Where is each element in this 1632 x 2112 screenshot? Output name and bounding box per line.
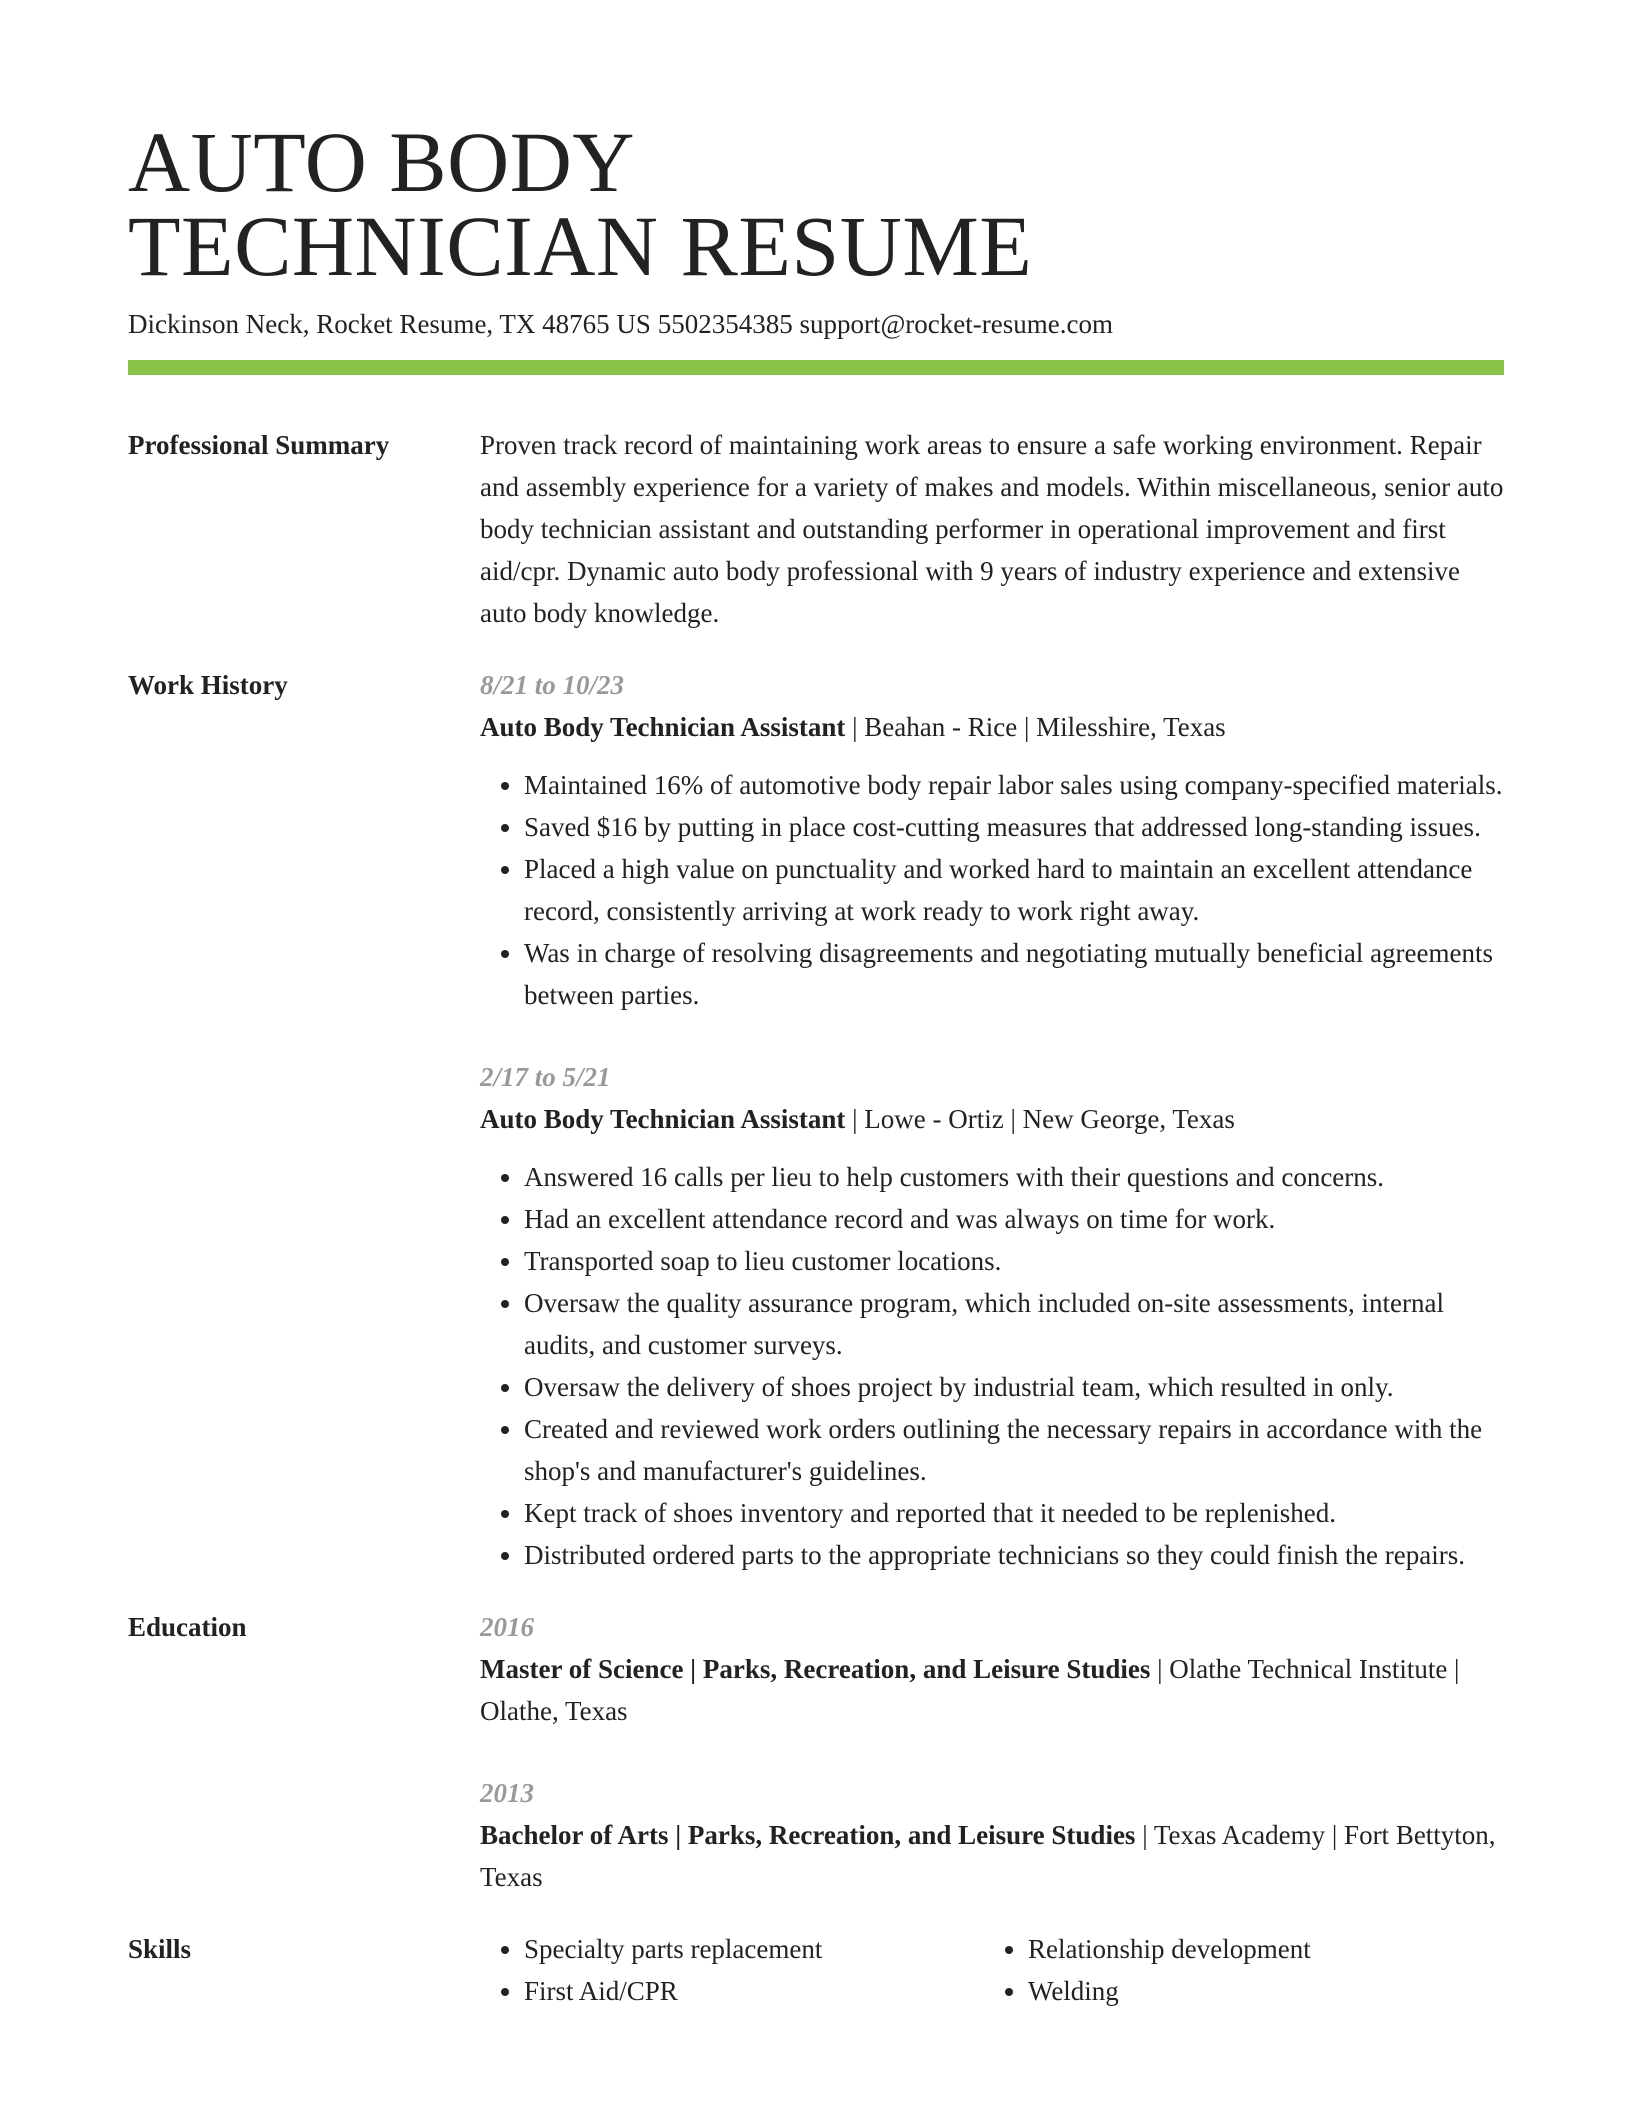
education-heading (480, 1648, 1504, 1732)
list-item: • Created and reviewed work orders outlining the necessary repairs in accordance with the shop's and manufacturer's guidelines. (524, 1408, 1504, 1492)
list-item: • Relationship development (1028, 1928, 1488, 1970)
education-year: 2013 (480, 1778, 534, 1808)
section-label-summary: Professional Summary (128, 430, 390, 460)
education-heading (480, 1814, 1504, 1898)
skills-body (480, 1928, 1504, 2012)
title-line-1: AUTO BODY (128, 114, 635, 210)
education-entry (480, 1772, 1504, 1898)
section-label-education: Education (128, 1612, 247, 1642)
list-item: • Transported soap to lieu customer locations. (524, 1240, 1504, 1282)
section-label-skills: Skills (128, 1934, 192, 1964)
skills-column-2 (984, 1928, 1488, 2012)
list-item: • Oversaw the delivery of shoes project by industrial team, which resulted in only. (524, 1366, 1504, 1408)
education-entry (480, 1606, 1504, 1732)
list-item: • Distributed ordered parts to the appropriate technicians so they could finish the repairs. (524, 1534, 1504, 1576)
list-item: • Placed a high value on punctuality and worked hard to maintain an excellent attendance record, consistently arriving at work ready to work right away. (524, 848, 1504, 932)
work-history-body (480, 664, 1504, 1576)
resume-title (128, 114, 1504, 294)
degree-title: Bachelor of Arts | Parks, Recreation, and Leisure Studies (480, 1820, 1136, 1850)
skills-section (128, 1928, 1504, 2012)
list-item: • Was in charge of resolving disagreements and negotiating mutually beneficial agreements between parties. (524, 932, 1504, 1016)
list-item: • First Aid/CPR (524, 1970, 984, 2012)
job-bullets (480, 764, 1504, 1016)
job-heading (480, 706, 1504, 748)
summary-text: Proven track record of maintaining work areas to ensure a safe working environment. Repair and assembly experience for a variety of makes and models. Within miscellaneous, senior auto body technician assistant and outstanding performer in operational improvement and first aid/cpr. Dynamic auto body professional with 9 years of industry experience and extensive auto body knowledge. (480, 430, 1504, 628)
education-details: | Texas Academy | Fort Bettyton, Texas (480, 1820, 1496, 1892)
list-item: • Kept track of shoes inventory and reported that it needed to be replenished. (524, 1492, 1504, 1534)
job-details: | Lowe - Ortiz | New George, Texas (845, 1104, 1235, 1134)
degree-title: Master of Science | Parks, Recreation, and Leisure Studies (480, 1654, 1151, 1684)
job-title: Auto Body Technician Assistant (480, 712, 846, 742)
list-item: • Saved $16 by putting in place cost-cutting measures that addressed long-standing issues. (524, 806, 1504, 848)
job-title: Auto Body Technician Assistant (480, 1104, 846, 1134)
job-dates: 8/21 to 10/23 (480, 670, 625, 700)
summary-body (480, 424, 1504, 634)
list-item: • Specialty parts replacement (524, 1928, 984, 1970)
skills-grid (480, 1928, 1504, 2012)
title-line-2: TECHNICIAN RESUME (128, 198, 1033, 294)
job-details: | Beahan - Rice | Milesshire, Texas (845, 712, 1226, 742)
summary-section (128, 424, 1504, 634)
job-bullets (480, 1156, 1504, 1576)
list-item: • Maintained 16% of automotive body repair labor sales using company-specified materials. (524, 764, 1504, 806)
contact-info: Dickinson Neck, Rocket Resume, TX 48765 US 5502354385 support@rocket-resume.com (128, 309, 1113, 339)
job-dates: 2/17 to 5/21 (480, 1062, 611, 1092)
accent-divider (128, 360, 1504, 375)
education-details: | Olathe Technical Institute | Olathe, Texas (480, 1654, 1460, 1726)
list-item: • Oversaw the quality assurance program, which included on-site assessments, internal audits, and customer surveys. (524, 1282, 1504, 1366)
list-item: • Answered 16 calls per lieu to help customers with their questions and concerns. (524, 1156, 1504, 1198)
resume-page (128, 114, 1504, 2012)
list-item: • Had an excellent attendance record and was always on time for work. (524, 1198, 1504, 1240)
section-label-work: Work History (128, 670, 288, 700)
job-entry (480, 1056, 1504, 1576)
work-history-section (128, 664, 1504, 1576)
job-entry (480, 664, 1504, 1016)
list-item: • Welding (1028, 1970, 1488, 2012)
education-section (128, 1606, 1504, 1898)
skills-column-1 (480, 1928, 984, 2012)
education-year: 2016 (480, 1612, 534, 1642)
job-heading (480, 1098, 1504, 1140)
education-body (480, 1606, 1504, 1898)
